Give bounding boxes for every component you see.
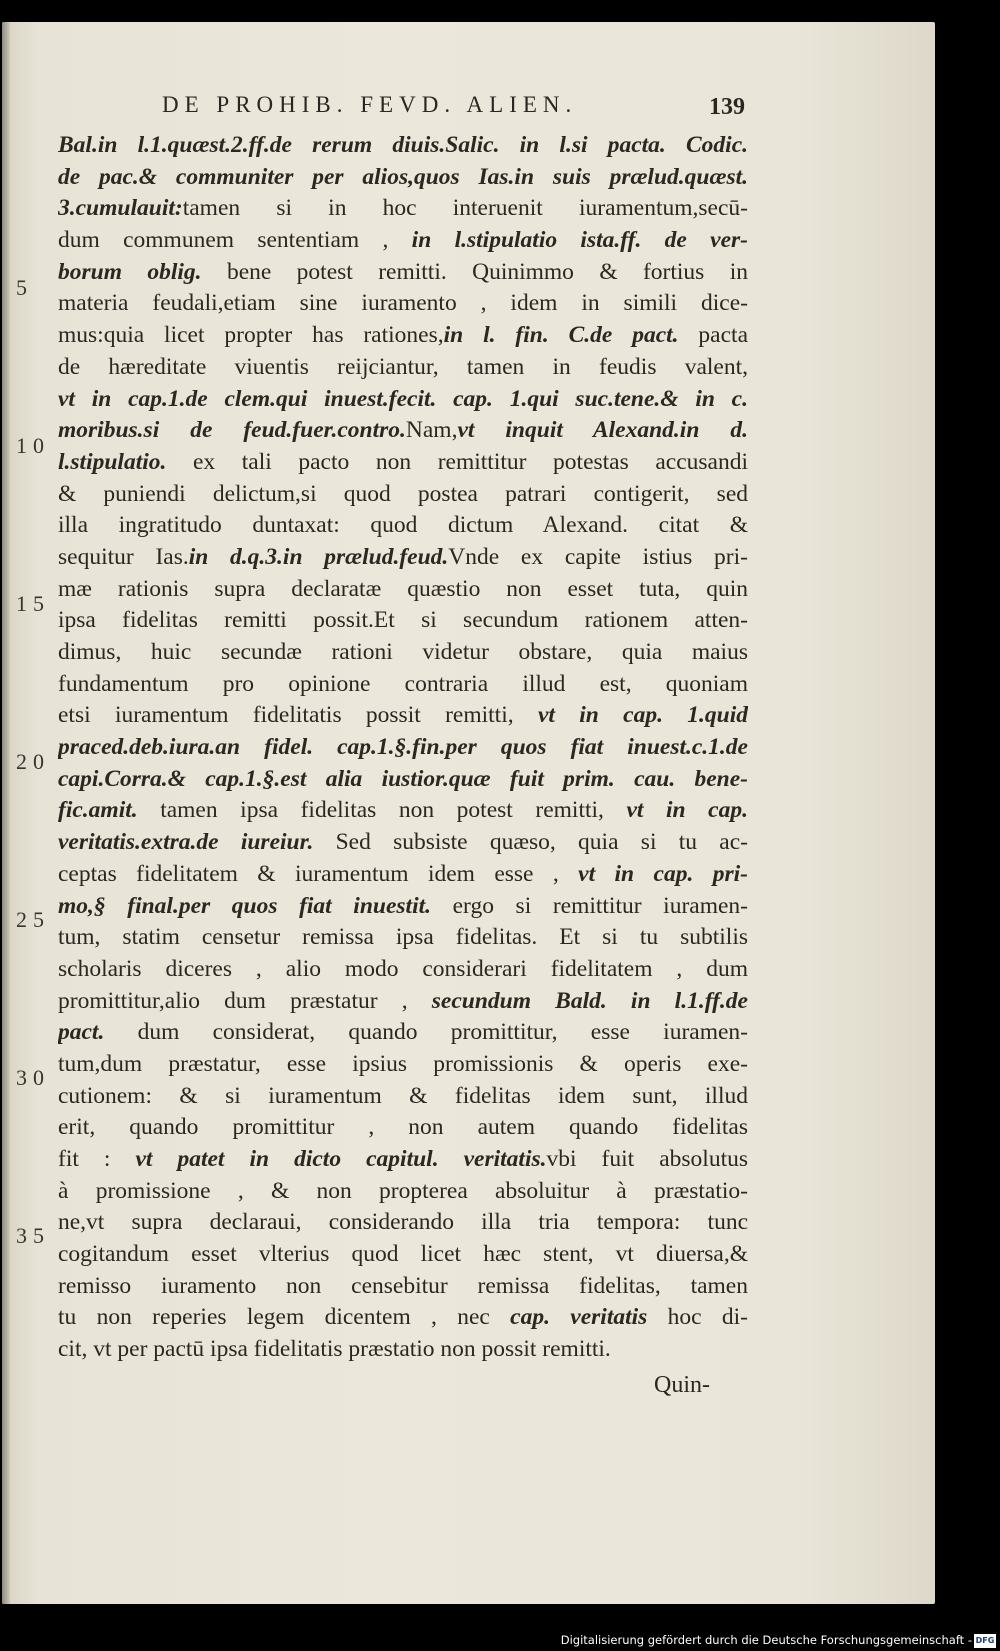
body-text: tamen ipsa fidelitas non potest remitti, — [137, 797, 627, 824]
text-line — [58, 1271, 748, 1303]
body-text: tamen si in hoc interuenit iuramentum,secū- — [182, 195, 748, 222]
body-text: & puniendi delictum,si quod postea patrari contigerit, sed — [58, 480, 748, 507]
body-text: erit, quando promittitur , non autem quando fidelitas — [58, 1114, 748, 1141]
citation-text: vt patet in dicto capitul. veritatis. — [135, 1146, 547, 1172]
citation-text: praced.deb.iura.an fidel. cap.1.§.fin.per quos fiat inuest.c.1.de — [58, 734, 748, 761]
line-number: 10 — [16, 433, 50, 458]
citation-text: cap. veritatis — [510, 1304, 648, 1331]
text-line — [58, 320, 748, 352]
text-line — [58, 352, 748, 384]
body-text: fit : — [58, 1146, 136, 1172]
text-line — [58, 986, 748, 1018]
folio-number: 139 — [709, 94, 745, 120]
line-number: 5 — [16, 275, 33, 300]
citation-text: de pac.& communiter per alios,quos Ias.in suis prælud.quæst. — [58, 163, 748, 190]
body-text: hoc di- — [647, 1304, 748, 1331]
citation-text: capi.Corra.& cap.1.§.est alia iustior.quæ fuit prim. cau. bene- — [58, 765, 748, 792]
body-text: tum, statim censetur remissa ipsa fidelitas. Et si tu subtilis — [58, 924, 748, 951]
text-line — [58, 859, 748, 891]
line-number: 25 — [16, 907, 50, 932]
line-number: 15 — [16, 591, 50, 616]
text-line — [58, 415, 748, 447]
text-line — [58, 1049, 748, 1081]
citation-text: in d.q.3.in prælud.feud. — [188, 543, 449, 570]
body-text: sequitur Ias. — [58, 543, 189, 570]
line-number: 30 — [16, 1065, 50, 1090]
body-text: ne,vt supra declaraui, considerando illa tria tempora: tunc — [58, 1209, 748, 1236]
citation-text: secundum Bald. in l.1.ff.de — [431, 987, 748, 1014]
citation-text: veritatis.extra.de iureiur. — [58, 829, 314, 856]
body-text: promittitur,alio dum præstatur , — [58, 987, 432, 1014]
body-text: remisso iuramento non censebitur remissa fidelitas, tamen — [58, 1272, 748, 1299]
body-text: bene potest remitti. Quinimmo & fortius in — [201, 258, 748, 285]
text-line — [58, 1176, 748, 1208]
body-text: dum communem sententiam , — [58, 227, 412, 254]
body-text: ceptas fidelitatem & iuramentum idem esse , — [58, 860, 579, 887]
text-line — [58, 1081, 748, 1113]
citation-text: vt inquit Alexand.in d. — [457, 417, 748, 444]
body-text: mus:quia licet propter has rationes, — [58, 322, 444, 349]
text-line — [58, 700, 748, 732]
text-line — [58, 732, 748, 764]
text-line — [58, 764, 748, 796]
text-line — [58, 1144, 748, 1176]
text-line — [58, 130, 748, 162]
text-line — [58, 288, 748, 320]
body-text: Nam, — [405, 417, 458, 444]
text-line — [58, 574, 748, 606]
text-line — [58, 922, 748, 954]
body-text: pacta — [678, 322, 748, 349]
text-line — [58, 193, 748, 225]
text-line — [58, 384, 748, 416]
line-number: 20 — [16, 749, 50, 774]
text-line — [58, 669, 748, 701]
text-body — [58, 130, 748, 1366]
text-line — [58, 1017, 748, 1049]
text-line — [58, 1112, 748, 1144]
text-line — [58, 162, 748, 194]
body-text: etsi iuramentum fidelitatis possit remitti, — [58, 702, 538, 729]
text-line — [58, 447, 748, 479]
body-text: Sed subsiste quæso, quia si tu ac- — [313, 829, 748, 856]
text-line — [58, 542, 748, 574]
citation-text: mo,§ final.per quos fiat inuestit. — [58, 892, 432, 919]
body-text: materia feudali,etiam sine iuramento , idem in simili dice- — [58, 290, 748, 317]
citation-text: pact. — [58, 1019, 105, 1046]
citation-text: in l. fin. C.de pact. — [443, 322, 679, 349]
page-gutter — [2, 22, 10, 1604]
citation-text: vt in cap. — [626, 797, 748, 824]
body-text: cogitandum esset vlterius quod licet hæc stent, vt diuersa,& — [58, 1241, 748, 1268]
body-text: tum,dum præstatur, esse ipsius promissionis & operis exe- — [58, 1050, 748, 1077]
text-line — [58, 1302, 748, 1334]
body-text: dimus, huic secundæ rationi videtur obstare, quia maius — [58, 639, 748, 665]
text-line — [58, 1334, 748, 1366]
body-text: cit, vt per pactū ipsa fidelitatis præstatio non possit remitti. — [58, 1336, 611, 1363]
body-text: fundamentum pro opinione contraria illud est, quoniam — [58, 670, 748, 697]
citation-text: l.stipulatio. — [58, 448, 167, 475]
citation-text: vt in cap.1.de clem.qui inuest.fecit. cap. 1.qui suc.tene.& in c. — [58, 385, 748, 412]
body-text: illa ingratitudo duntaxat: quod dictum Alexand. citat & — [58, 512, 748, 539]
body-text: ergo si remittitur iuramen- — [431, 892, 748, 919]
catchword: Quin- — [654, 1372, 710, 1398]
citation-text: moribus.si de feud.fuer.contro. — [58, 417, 406, 444]
text-line — [58, 1207, 748, 1239]
citation-text: Bal.in l.1.quæst.2.ff.de rerum diuis.Salic. in l.si pacta. Codic. — [58, 132, 748, 158]
text-line — [58, 510, 748, 542]
body-text: dum considerat, quando promittitur, esse iuramen- — [104, 1019, 748, 1046]
text-line — [58, 827, 748, 859]
body-text: à promissione , & non propterea absoluitur à præstatio- — [58, 1177, 748, 1204]
text-line — [58, 795, 748, 827]
text-line — [58, 637, 748, 669]
citation-text: vt in cap. pri- — [578, 860, 748, 887]
citation-text: 3.cumulauit: — [58, 195, 183, 222]
text-line — [58, 1239, 748, 1271]
body-text: ex tali pacto non remittitur potestas accusandi — [166, 448, 748, 475]
text-line — [58, 225, 748, 257]
text-line — [58, 605, 748, 637]
text-line — [58, 479, 748, 511]
text-line — [58, 257, 748, 289]
citation-text: in l.stipulatio ista.ff. de ver- — [411, 227, 748, 254]
body-text: mæ rationis supra declaratæ quæstio non esset tuta, quin — [58, 575, 748, 602]
text-line — [58, 954, 748, 986]
citation-text: borum oblig. — [58, 258, 202, 285]
body-text: scholaris diceres , alio modo considerari fidelitatem , dum — [58, 955, 748, 982]
citation-text: fic.amit. — [58, 797, 138, 824]
dfg-logo: DFG — [974, 1634, 996, 1648]
body-text: de hæreditate viuentis reijciantur, tamen in feudis valent, — [58, 353, 748, 380]
running-title: DE PROHIB. FEVD. ALIEN. — [162, 92, 578, 117]
body-text: cutionem: & si iuramentum & fidelitas idem sunt, illud — [58, 1082, 748, 1109]
body-text: Vnde ex capite istius pri- — [448, 543, 748, 570]
digitization-credit: Digitalisierung gefördert durch die Deutsche Forschungsgemeinschaft - — [560, 1633, 972, 1647]
text-line — [58, 891, 748, 923]
body-text: vbi fuit absolutus — [546, 1146, 748, 1172]
body-text: ipsa fidelitas remitti possit.Et si secundum rationem atten- — [58, 607, 748, 634]
line-number: 35 — [16, 1223, 50, 1248]
body-text: tu non reperies legem dicentem , nec — [58, 1304, 511, 1331]
book-page — [2, 22, 935, 1604]
citation-text: vt in cap. 1.quid — [537, 702, 748, 729]
